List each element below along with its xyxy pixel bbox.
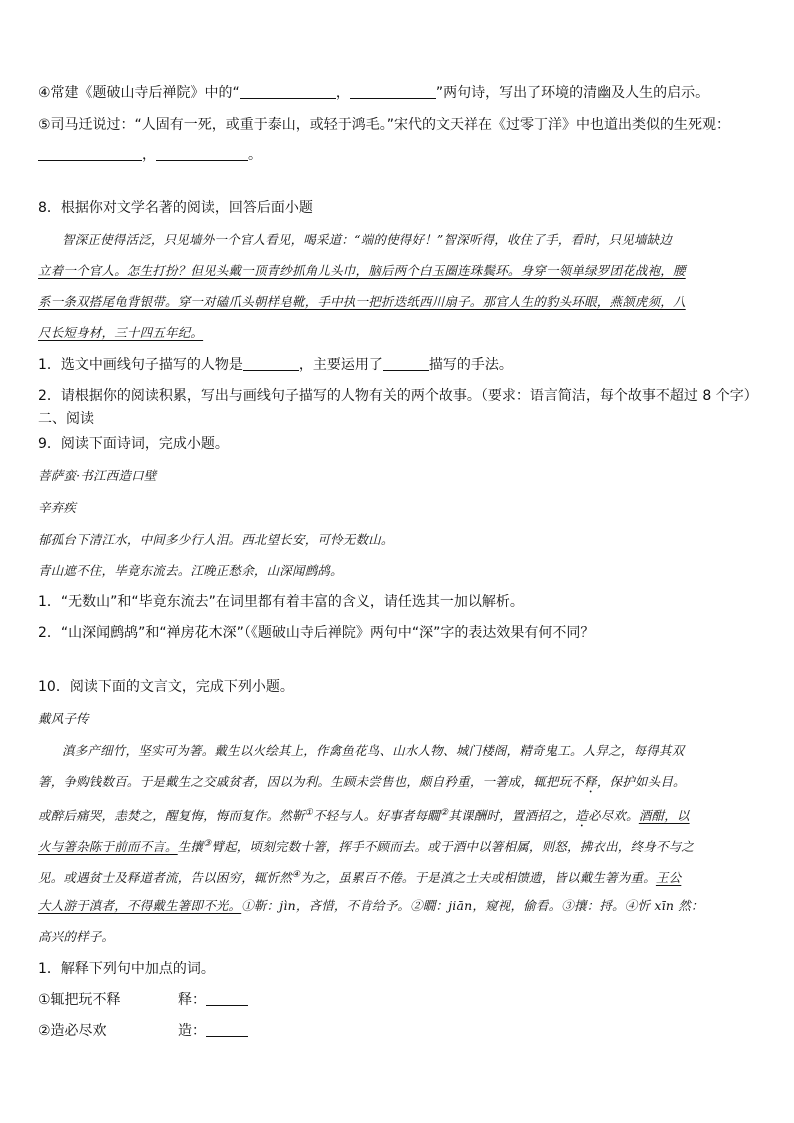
item-label: 造： — [178, 1023, 206, 1039]
q7-item5: ⑤司马迁说过：“人固有一死，或重于泰山，或轻于鸿毛。”宋代的文天祥在《过零丁洋》中也道出类似的生死观： — [38, 117, 731, 133]
passage-line: 火与箸杂陈于前而不言。生攘③臂起，顷刻完数十箸，挥手不顾而去。或于酒中以箸相属，则怒，拂衣出，终身不与之 — [38, 839, 694, 855]
q9-sub2: 2．“山深闻鹧鸪”和“禅房花木深”（《题破山寺后禅院》两句中“深”字的表达效果有何不同？ — [38, 625, 595, 641]
item-label: 释： — [178, 992, 206, 1008]
poem-line: 青山遮不住，毕竟东流去。江晚正愁余，山深闻鹧鸪。 — [38, 563, 343, 578]
q9-sub1: 1．“无数山”和“毕竟东流去”在词里都有着丰富的含义，请任选其一加以解析。 — [38, 594, 524, 610]
answer-blank[interactable] — [206, 1022, 248, 1037]
poem-author: 辛弃疾 — [38, 500, 77, 515]
text-title: 戴风子传 — [38, 711, 89, 726]
answer-blank[interactable] — [383, 356, 429, 371]
passage-line: 尺长短身材，三十四五年纪。 — [38, 325, 204, 340]
q7-item4-prefix: ④常建《题破山寺后禅院》中的“ — [38, 85, 240, 101]
q10-title: 10．阅读下面的文言文，完成下列小题。 — [38, 679, 294, 695]
poem-title: 菩萨蛮·书江西造口壁 — [38, 468, 157, 483]
passage-line: 系一条双搭尾龟背银带。穿一对磕爪头朝样皂靴，手中执一把折迭纸西川扇子。那官人生的豹头环眼，燕颔虎须，八 — [38, 294, 686, 309]
dotted-word: 释 — [584, 774, 597, 789]
list-item — [38, 1022, 764, 1040]
passage-line: 立着一个官人。怎生打扮？但见头戴一顶青纱抓角儿头巾，脑后两个白玉圈连珠鬓环。身穿一领单绿罗团花战袍，腰 — [38, 263, 686, 278]
passage-line: 滇多产细竹，坚实可为箸。戴生以火绘其上，作禽鱼花鸟、山水人物、城门楼阁，精奇鬼工。人舁之，每得其双 — [62, 743, 685, 758]
q10-sub1: 1．解释下列句中加点的词。 — [38, 961, 215, 977]
q7-item4: ④常建《题破山寺后禅院》中的“ ， ”两句诗，写出了环境的清幽及人生的启示。 — [38, 85, 710, 101]
poem-line: 郁孤台下清江水，中间多少行人泪。西北望长安，可怜无数山。 — [38, 532, 394, 547]
passage-line: 见。或遇贫士及释道者流，告以困穷，辄忻然④为之，虽累百不倦。于是滇之士夫或相馈遗，皆以戴生箸为重。王公 — [38, 870, 682, 886]
passage-line: 智深正使得活泛，只见墙外一个官人看见，喝采道：“端的使得好！”智深听得，收住了手，看时，只见墙缺边 — [62, 232, 673, 247]
q8-sub1: 1．选文中画线句子描写的人物是 ，主要运用了 描写的手法。 — [38, 357, 513, 373]
list-item — [38, 991, 764, 1009]
q7-item4-suffix: ”两句诗，写出了环境的清幽及人生的启示。 — [435, 85, 710, 101]
dotted-word: 造 — [575, 808, 588, 824]
answer-blank[interactable] — [156, 146, 248, 161]
answer-blank[interactable] — [350, 84, 436, 99]
q7-item5-answer: ， 。 — [38, 146, 764, 164]
passage-line: 箸，争购钱数百。于是戴生之交戚贫者，因以为利。生顾未尝售也，颇自矜重，一箸成，辄把玩不释，保护如头目。 — [38, 774, 686, 789]
passage-line: 或醉后痛哭，恚焚之，醒复悔，悔而复作。然靳①不轻与人。好事者每瞯②其课酬时，置酒招之，造必尽欢。酒酣，以 — [38, 808, 690, 824]
answer-blank[interactable] — [38, 146, 142, 161]
q9-title: 9．阅读下面诗词，完成小题。 — [38, 436, 229, 452]
answer-blank[interactable] — [206, 991, 248, 1006]
footnotes: ①靳：jìn，吝惜，不肯给予。②瞯：jiān，窥视，偷看。③攘：捋。④忻 xīn 然： — [241, 898, 704, 913]
item-phrase: ①辄把玩不释 — [38, 992, 121, 1008]
item-phrase: ②造必尽欢 — [38, 1023, 107, 1039]
passage-line: 大人游于滇者，不得戴生箸即不光。①靳：jìn，吝惜，不肯给予。②瞯：jiān，窥视，偷看。③攘：捋。④忻 xīn 然： — [38, 898, 704, 913]
q8-sub2: 2．请根据你的阅读积累，写出与画线句子描写的人物有关的两个故事。（要求：语言简洁，每个故事不超过 8 个字） — [38, 388, 758, 404]
answer-blank[interactable] — [240, 84, 336, 99]
section-heading: 二、阅读 — [38, 411, 94, 427]
answer-blank[interactable] — [243, 356, 299, 371]
q8-title: 8．根据你对文学名著的阅读，回答后面小题 — [38, 200, 313, 216]
passage-line: 高兴的样子。 — [38, 929, 115, 944]
